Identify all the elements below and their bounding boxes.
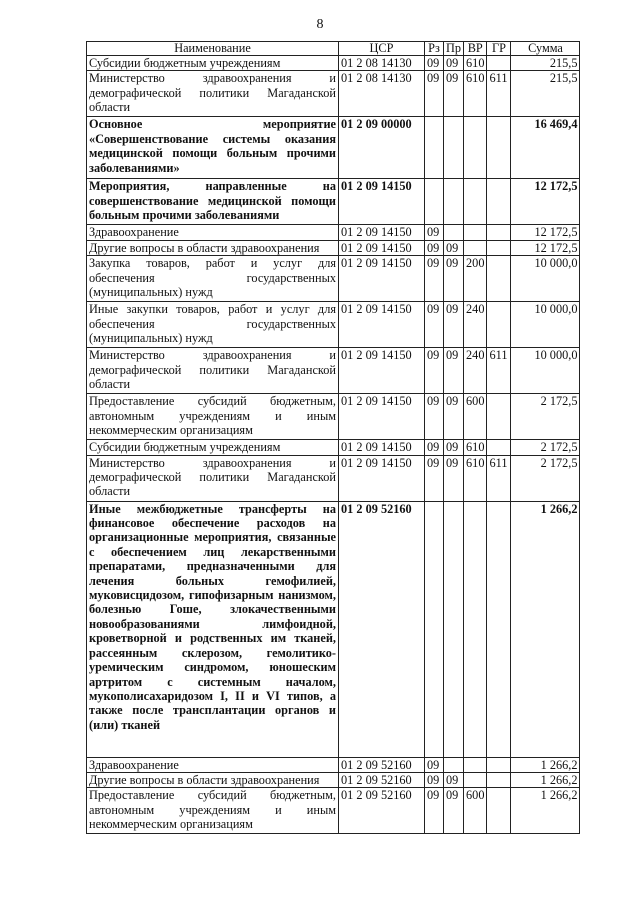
cell-name: Закупка товаров, работ и услуг для обеспечения государственных (муниципальных) нужд <box>87 256 339 302</box>
cell-vr <box>464 757 487 772</box>
cell-name: Здравоохранение <box>87 225 339 240</box>
budget-table <box>86 41 580 834</box>
table-row <box>87 71 580 117</box>
cell-csr: 01 2 09 14150 <box>339 179 425 225</box>
cell-rz: 09 <box>425 773 444 788</box>
cell-pr: 09 <box>444 788 464 834</box>
cell-vr: 610 <box>464 455 487 501</box>
cell-csr: 01 2 09 14150 <box>339 440 425 455</box>
header-pr: Пр <box>444 42 464 56</box>
cell-csr: 01 2 08 14130 <box>339 56 425 71</box>
header-sum: Сумма <box>511 42 580 56</box>
cell-rz <box>425 501 444 757</box>
cell-vr: 600 <box>464 788 487 834</box>
cell-pr <box>444 179 464 225</box>
table-row <box>87 302 580 348</box>
cell-csr: 01 2 09 14150 <box>339 394 425 440</box>
cell-gr: 611 <box>487 71 511 117</box>
cell-rz: 09 <box>425 440 444 455</box>
cell-gr <box>487 302 511 348</box>
cell-sum: 12 172,5 <box>511 240 580 255</box>
cell-vr <box>464 501 487 757</box>
cell-rz: 09 <box>425 302 444 348</box>
cell-name: Субсидии бюджетным учреждениям <box>87 56 339 71</box>
cell-rz: 09 <box>425 240 444 255</box>
cell-sum: 2 172,5 <box>511 455 580 501</box>
cell-sum: 1 266,2 <box>511 757 580 772</box>
cell-pr <box>444 117 464 179</box>
cell-rz: 09 <box>425 71 444 117</box>
cell-name: Другие вопросы в области здравоохранения <box>87 773 339 788</box>
cell-csr: 01 2 09 00000 <box>339 117 425 179</box>
cell-gr <box>487 501 511 757</box>
cell-pr: 09 <box>444 773 464 788</box>
header-name: Наименование <box>87 42 339 56</box>
cell-rz: 09 <box>425 455 444 501</box>
cell-sum: 10 000,0 <box>511 348 580 394</box>
table-row <box>87 501 580 757</box>
cell-gr <box>487 788 511 834</box>
cell-vr: 610 <box>464 71 487 117</box>
cell-sum: 215,5 <box>511 71 580 117</box>
cell-sum: 10 000,0 <box>511 302 580 348</box>
cell-vr <box>464 117 487 179</box>
cell-pr <box>444 757 464 772</box>
cell-sum: 215,5 <box>511 56 580 71</box>
cell-name: Предоставление субсидий бюджетным, автономным учреждениям и иным некоммерческим организациям <box>87 394 339 440</box>
table-row <box>87 56 580 71</box>
cell-sum: 1 266,2 <box>511 773 580 788</box>
table-body <box>87 56 580 834</box>
cell-gr <box>487 179 511 225</box>
cell-pr: 09 <box>444 56 464 71</box>
cell-vr: 610 <box>464 56 487 71</box>
cell-vr <box>464 240 487 255</box>
cell-sum: 12 172,5 <box>511 179 580 225</box>
cell-rz: 09 <box>425 757 444 772</box>
cell-name: Министерство здравоохранения и демографической политики Магаданской области <box>87 71 339 117</box>
cell-rz <box>425 117 444 179</box>
cell-pr <box>444 225 464 240</box>
cell-csr: 01 2 08 14130 <box>339 71 425 117</box>
cell-rz: 09 <box>425 394 444 440</box>
cell-name: Субсидии бюджетным учреждениям <box>87 440 339 455</box>
cell-gr: 611 <box>487 455 511 501</box>
table-row <box>87 757 580 772</box>
cell-rz <box>425 179 444 225</box>
header-csr: ЦСР <box>339 42 425 56</box>
table-row <box>87 773 580 788</box>
cell-pr: 09 <box>444 440 464 455</box>
cell-name: Мероприятия, направленные на совершенствование медицинской помощи больным прочими заболеваниями <box>87 179 339 225</box>
cell-csr: 01 2 09 14150 <box>339 302 425 348</box>
cell-gr <box>487 773 511 788</box>
table-row <box>87 394 580 440</box>
cell-gr: 611 <box>487 348 511 394</box>
cell-pr: 09 <box>444 348 464 394</box>
table-row <box>87 225 580 240</box>
table-row <box>87 348 580 394</box>
cell-gr <box>487 225 511 240</box>
cell-csr: 01 2 09 14150 <box>339 256 425 302</box>
cell-sum: 10 000,0 <box>511 256 580 302</box>
cell-vr <box>464 179 487 225</box>
cell-vr: 610 <box>464 440 487 455</box>
cell-rz: 09 <box>425 56 444 71</box>
cell-sum: 2 172,5 <box>511 394 580 440</box>
cell-vr: 600 <box>464 394 487 440</box>
cell-csr: 01 2 09 14150 <box>339 455 425 501</box>
cell-vr <box>464 773 487 788</box>
cell-csr: 01 2 09 52160 <box>339 773 425 788</box>
page-number: 8 <box>316 17 324 32</box>
cell-name: Министерство здравоохранения и демографической политики Магаданской области <box>87 348 339 394</box>
cell-name: Здравоохранение <box>87 757 339 772</box>
table-row <box>87 440 580 455</box>
cell-rz: 09 <box>425 348 444 394</box>
header-vr: ВР <box>464 42 487 56</box>
cell-pr: 09 <box>444 240 464 255</box>
cell-name: Иные межбюджетные трансферты на финансовое обеспечение расходов на организационные мероприятия, связанные с обеспечением лиц лекарственными препаратами, предназначенными для лечения больных гемофилией, муковисцидозом, гипофизарным нанизмом, болезнью Гоше, злокачественными новообразованиями лимфоидной, кроветворной и родственных им тканей, рассеянным склерозом, гемолитико-уремическим синдромом, юношеским артритом с системным началом, мукополисахаридозом I, II и VI типов, а также после трансплантации органов и (или) тканей <box>87 501 339 757</box>
cell-rz: 09 <box>425 788 444 834</box>
cell-pr: 09 <box>444 71 464 117</box>
cell-gr <box>487 394 511 440</box>
cell-csr: 01 2 09 14150 <box>339 348 425 394</box>
cell-rz: 09 <box>425 256 444 302</box>
cell-gr <box>487 256 511 302</box>
cell-csr: 01 2 09 52160 <box>339 788 425 834</box>
header-gr: ГР <box>487 42 511 56</box>
cell-rz: 09 <box>425 225 444 240</box>
cell-vr: 240 <box>464 302 487 348</box>
table-row <box>87 256 580 302</box>
table-row <box>87 788 580 834</box>
cell-name: Основное мероприятие «Совершенствование системы оказания медицинской помощи больным прочими заболеваниями» <box>87 117 339 179</box>
cell-name: Другие вопросы в области здравоохранения <box>87 240 339 255</box>
cell-sum: 2 172,5 <box>511 440 580 455</box>
cell-csr: 01 2 09 52160 <box>339 501 425 757</box>
table-header-row <box>87 42 580 56</box>
cell-gr <box>487 440 511 455</box>
cell-vr: 200 <box>464 256 487 302</box>
table-row <box>87 240 580 255</box>
cell-pr <box>444 501 464 757</box>
cell-pr: 09 <box>444 256 464 302</box>
cell-pr: 09 <box>444 302 464 348</box>
cell-sum: 12 172,5 <box>511 225 580 240</box>
cell-sum: 1 266,2 <box>511 788 580 834</box>
cell-gr <box>487 56 511 71</box>
header-rz: Рз <box>425 42 444 56</box>
cell-gr <box>487 117 511 179</box>
cell-name: Предоставление субсидий бюджетным, автономным учреждениям и иным некоммерческим организациям <box>87 788 339 834</box>
cell-pr: 09 <box>444 455 464 501</box>
cell-gr <box>487 240 511 255</box>
cell-csr: 01 2 09 14150 <box>339 225 425 240</box>
table-row <box>87 117 580 179</box>
cell-name: Министерство здравоохранения и демографической политики Магаданской области <box>87 455 339 501</box>
cell-name: Иные закупки товаров, работ и услуг для обеспечения государственных (муниципальных) нужд <box>87 302 339 348</box>
cell-csr: 01 2 09 14150 <box>339 240 425 255</box>
cell-pr: 09 <box>444 394 464 440</box>
cell-vr: 240 <box>464 348 487 394</box>
cell-sum: 16 469,4 <box>511 117 580 179</box>
cell-vr <box>464 225 487 240</box>
table-row <box>87 455 580 501</box>
cell-csr: 01 2 09 52160 <box>339 757 425 772</box>
cell-sum: 1 266,2 <box>511 501 580 757</box>
table-row <box>87 179 580 225</box>
cell-gr <box>487 757 511 772</box>
